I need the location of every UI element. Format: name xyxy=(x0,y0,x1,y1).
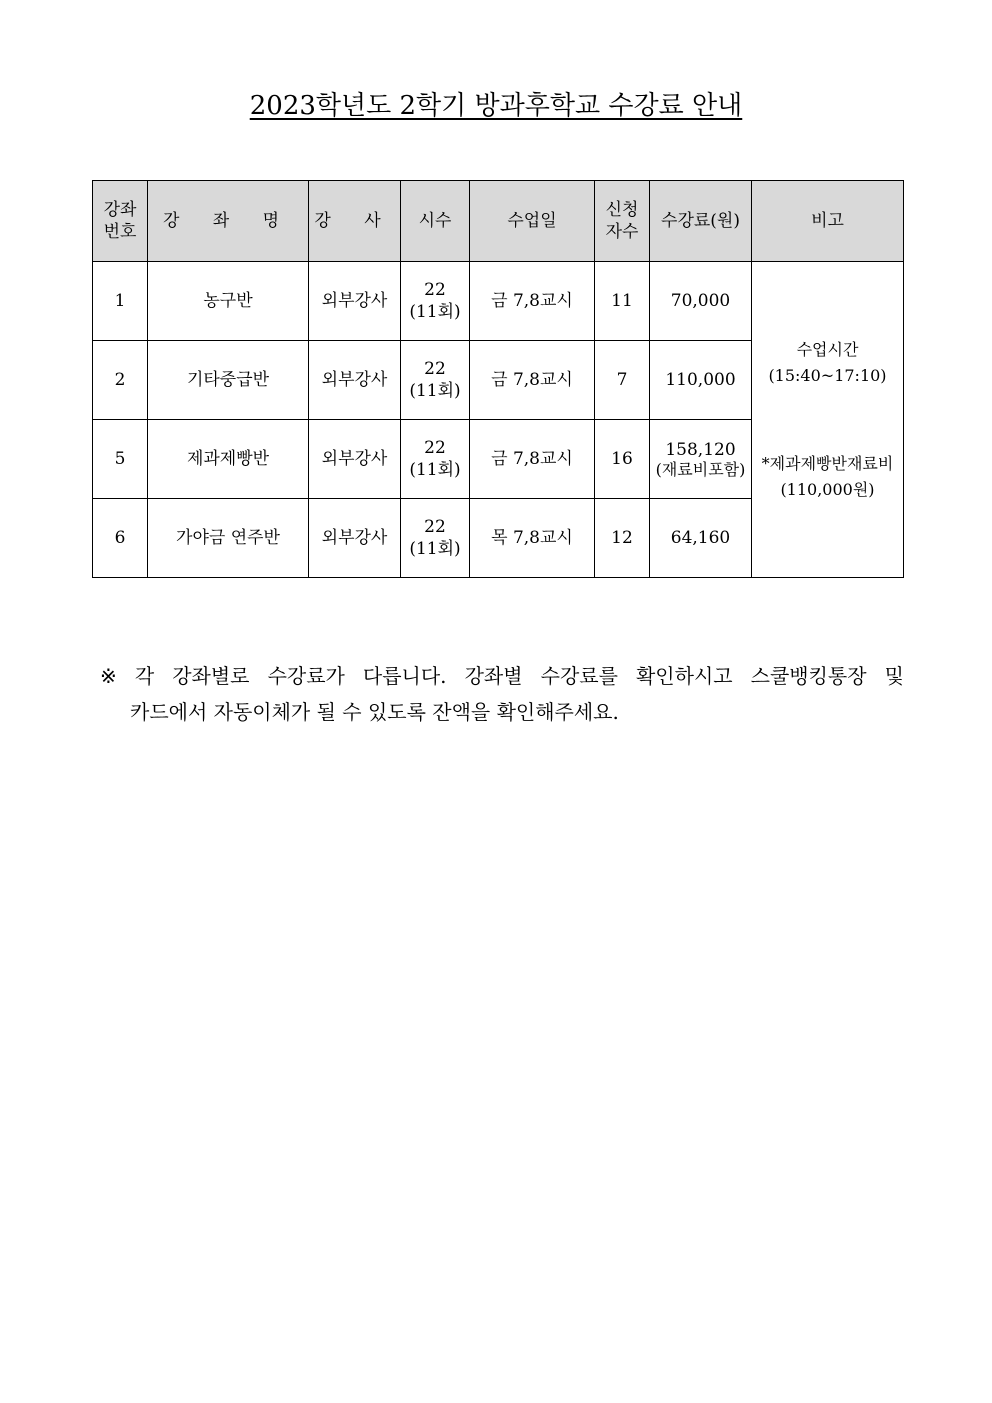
header-course-no-line1: 강좌 xyxy=(103,200,137,220)
cell-hours-sessions: (11회) xyxy=(409,302,461,322)
cell-teacher: 외부강사 xyxy=(309,420,401,499)
cell-hours-value: 22 xyxy=(424,517,446,537)
cell-hours-value: 22 xyxy=(424,438,446,458)
cell-hours-sessions: (11회) xyxy=(409,539,461,559)
cell-remarks xyxy=(752,262,904,578)
header-remarks: 비고 xyxy=(752,181,904,262)
cell-fee xyxy=(650,420,752,499)
cell-fee: 64,160 xyxy=(650,499,752,578)
cell-applicants: 7 xyxy=(595,341,650,420)
notice-line-2: 카드에서 자동이체가 될 수 있도록 잔액을 확인해주세요. xyxy=(130,700,619,724)
cell-fee: 110,000 xyxy=(650,341,752,420)
fee-table xyxy=(92,180,904,578)
header-course-no-line2: 번호 xyxy=(103,222,137,242)
cell-day: 금 7,8교시 xyxy=(470,262,595,341)
cell-hours-value: 22 xyxy=(424,280,446,300)
cell-applicants: 12 xyxy=(595,499,650,578)
header-day: 수업일 xyxy=(470,181,595,262)
cell-teacher: 외부강사 xyxy=(309,499,401,578)
cell-day: 목 7,8교시 xyxy=(470,499,595,578)
notice-paragraph xyxy=(100,658,904,730)
notice-word: ※ xyxy=(100,664,117,688)
header-teacher xyxy=(309,181,401,262)
cell-course-name: 가야금 연주반 xyxy=(148,499,309,578)
header-fee: 수강료(원) xyxy=(650,181,752,262)
notice-word: 각 xyxy=(134,664,155,688)
cell-applicants: 11 xyxy=(595,262,650,341)
header-applicants-line2: 자수 xyxy=(605,222,639,242)
notice-word: 수강료를 xyxy=(540,664,618,688)
cell-course-name: 농구반 xyxy=(148,262,309,341)
header-row xyxy=(93,181,904,262)
cell-applicants: 16 xyxy=(595,420,650,499)
cell-course-name: 기타중급반 xyxy=(148,341,309,420)
cell-hours-sessions: (11회) xyxy=(409,460,461,480)
fee-table-header xyxy=(93,181,904,262)
notice-word: 강좌별 xyxy=(464,664,523,688)
cell-course-no: 1 xyxy=(93,262,148,341)
header-teacher-text: 강 사 xyxy=(314,211,395,231)
notice-word: 및 xyxy=(884,664,904,688)
cell-hours xyxy=(401,341,470,420)
notice-word: 확인하시고 xyxy=(635,664,733,688)
cell-teacher: 외부강사 xyxy=(309,341,401,420)
remark-material-value: (110,000원) xyxy=(780,479,875,499)
notice-line-1 xyxy=(100,658,904,694)
cell-hours xyxy=(401,262,470,341)
fee-table-body xyxy=(93,262,904,578)
header-course-no xyxy=(93,181,148,262)
cell-hours xyxy=(401,499,470,578)
page-title-text: 2023학년도 2학기 방과후학교 수강료 안내 xyxy=(249,91,743,121)
notice-word: 강좌별로 xyxy=(172,664,250,688)
cell-fee: 70,000 xyxy=(650,262,752,341)
header-hours: 시수 xyxy=(401,181,470,262)
cell-hours-sessions: (11회) xyxy=(409,381,461,401)
remark-gap xyxy=(752,389,903,451)
cell-fee-value: 158,120 xyxy=(665,440,736,460)
cell-course-name: 제과제빵반 xyxy=(148,420,309,499)
header-applicants-line1: 신청 xyxy=(605,200,639,220)
header-applicants xyxy=(595,181,650,262)
notice-word: 다릅니다. xyxy=(362,664,447,688)
cell-course-no: 6 xyxy=(93,499,148,578)
cell-day: 금 7,8교시 xyxy=(470,420,595,499)
header-course-name xyxy=(148,181,309,262)
notice-word: 수강료가 xyxy=(267,664,345,688)
cell-hours xyxy=(401,420,470,499)
cell-teacher: 외부강사 xyxy=(309,262,401,341)
cell-course-no: 2 xyxy=(93,341,148,420)
cell-hours-value: 22 xyxy=(424,359,446,379)
remark-material-label: *제과제빵반재료비 xyxy=(761,453,894,473)
cell-course-no: 5 xyxy=(93,420,148,499)
header-course-name-text: 강 좌 명 xyxy=(162,211,294,231)
table-row xyxy=(93,262,904,341)
remark-time-label: 수업시간 xyxy=(796,339,859,359)
cell-fee-note: (재료비포함) xyxy=(655,460,746,479)
cell-day: 금 7,8교시 xyxy=(470,341,595,420)
notice-word: 스쿨뱅킹통장 xyxy=(750,664,867,688)
remark-time-value: (15:40~17:10) xyxy=(768,365,887,385)
page-title xyxy=(0,88,992,124)
